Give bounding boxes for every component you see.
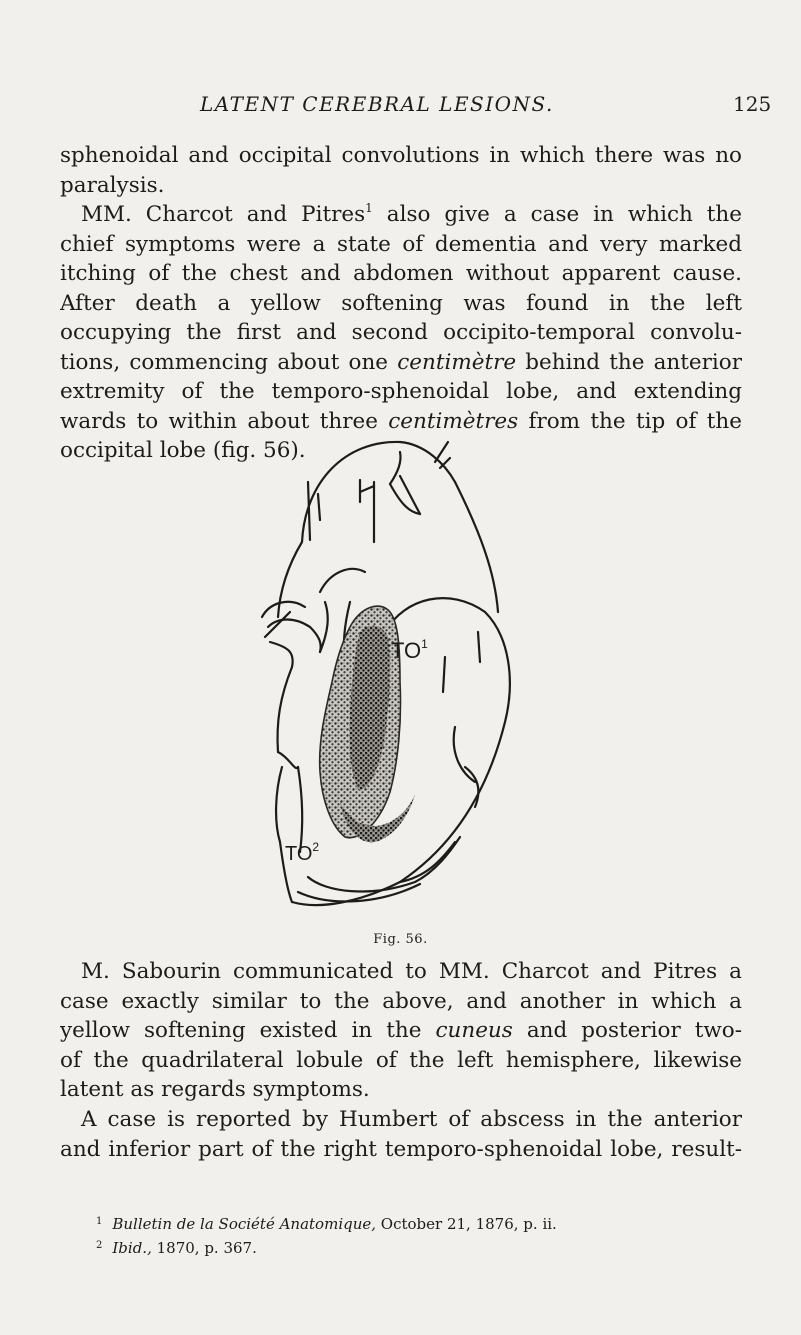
text-line: extremity of the temporo-sphenoidal lobe, and extending xyxy=(60,379,742,404)
text-run: wards to within about three xyxy=(60,408,389,434)
label-to2: $TO^2$ xyxy=(285,840,320,865)
footnote-ref: 1 xyxy=(365,201,373,215)
figure-56 xyxy=(250,422,520,922)
text-run: yellow softening existed in the xyxy=(60,1018,436,1043)
footnote-2 xyxy=(96,1235,557,1259)
italic-run: centimètre xyxy=(397,349,517,375)
italic-run: centimètres xyxy=(388,408,519,434)
paragraph-humbert xyxy=(60,1105,742,1164)
running-head xyxy=(0,92,801,120)
footnote-source: Bulletin de la Société Anatomique, xyxy=(112,1215,377,1233)
text-line: After death a yellow softening was found in the left xyxy=(60,290,742,316)
text-run: from the tip of the xyxy=(518,408,742,434)
text-run: also give a case in which the xyxy=(372,202,742,227)
italic-run: cuneus xyxy=(435,1018,513,1043)
figure-caption: Fig. 56. xyxy=(373,932,428,947)
text-line: latent as regards symptoms. xyxy=(60,1077,370,1102)
footnote-1 xyxy=(96,1211,557,1235)
text-line: paralysis. xyxy=(60,172,165,198)
brain-diagram xyxy=(250,422,520,922)
footnotes xyxy=(96,1211,557,1259)
page-number: 125 xyxy=(733,92,772,116)
text-line xyxy=(60,348,742,378)
text-line: itching of the chest and abdomen without apparent cause. xyxy=(60,261,742,286)
text-run: and posterior two- xyxy=(526,1018,742,1043)
text-run: tions, commencing about one xyxy=(60,349,398,375)
text-run: MM. Charcot and Pitres xyxy=(81,202,366,227)
outline-right xyxy=(455,482,498,612)
footnote-detail: October 21, 1876, p. ii. xyxy=(376,1215,557,1233)
text-line: and inferior part of the right temporo-sphenoidal lobe, result- xyxy=(60,1136,742,1162)
text-line: of the quadrilateral lobule of the left hemisphere, likewise xyxy=(60,1047,742,1073)
text-run: behind the anterior xyxy=(516,349,742,375)
outline-left xyxy=(270,642,293,667)
text-line: A case is reported by Humbert of abscess in the anterior xyxy=(81,1107,742,1132)
text-line xyxy=(60,1016,742,1046)
text-line xyxy=(60,200,742,230)
text-line: occipital lobe (fig. 56). xyxy=(60,438,306,463)
footnote-mark: 1 xyxy=(96,1216,103,1227)
outline-top xyxy=(302,442,455,542)
footnote-detail: 1870, p. 367. xyxy=(151,1239,257,1257)
footnote-source: Ibid., xyxy=(112,1239,152,1257)
text-line: sphenoidal and occipital convolutions in which there was no xyxy=(60,143,742,168)
footnote-mark: 2 xyxy=(96,1240,103,1251)
text-line: occupying the first and second occipito-temporal convolu- xyxy=(60,320,742,345)
text-line: case exactly similar to the above, and another in which a xyxy=(60,988,742,1014)
paragraph-continuation xyxy=(60,141,742,200)
running-title: LATENT CEREBRAL LESIONS. xyxy=(200,92,554,116)
text-line: chief symptoms were a state of dementia and very marked xyxy=(60,231,742,257)
label-to1: $TO^1$ xyxy=(391,637,428,663)
paragraph-sabourin xyxy=(60,957,742,1105)
text-line: M. Sabourin communicated to MM. Charcot and Pitres a xyxy=(81,959,742,984)
